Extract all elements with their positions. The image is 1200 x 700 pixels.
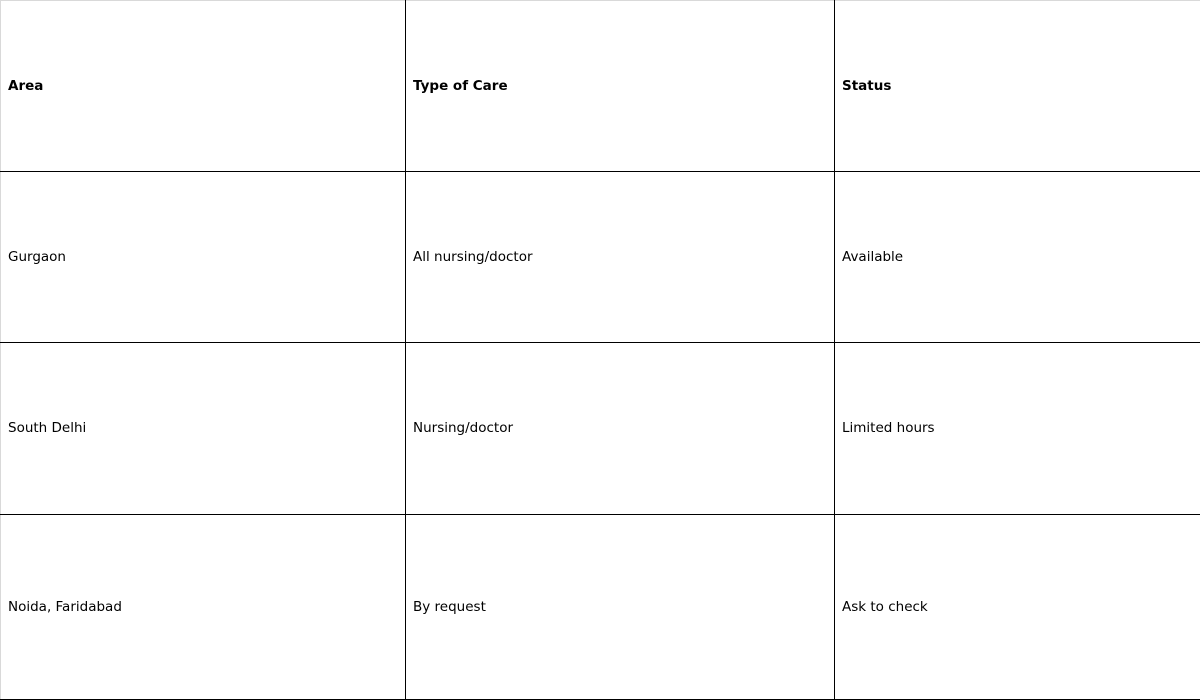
cell-type-of-care: By request [406, 514, 835, 699]
header-area: Area [1, 1, 406, 172]
table-row [1, 514, 1200, 699]
header-type-of-care: Type of Care [406, 1, 835, 172]
cell-area: Noida, Faridabad [1, 514, 406, 699]
cell-area: Gurgaon [1, 172, 406, 343]
cell-status: Available [835, 172, 1200, 343]
cell-type-of-care: All nursing/doctor [406, 172, 835, 343]
header-status: Status [835, 1, 1200, 172]
table-header-row [1, 1, 1200, 172]
cell-status: Ask to check [835, 514, 1200, 699]
cell-type-of-care: Nursing/doctor [406, 343, 835, 514]
cell-area: South Delhi [1, 343, 406, 514]
table-row [1, 343, 1200, 514]
table-row [1, 172, 1200, 343]
cell-status: Limited hours [835, 343, 1200, 514]
